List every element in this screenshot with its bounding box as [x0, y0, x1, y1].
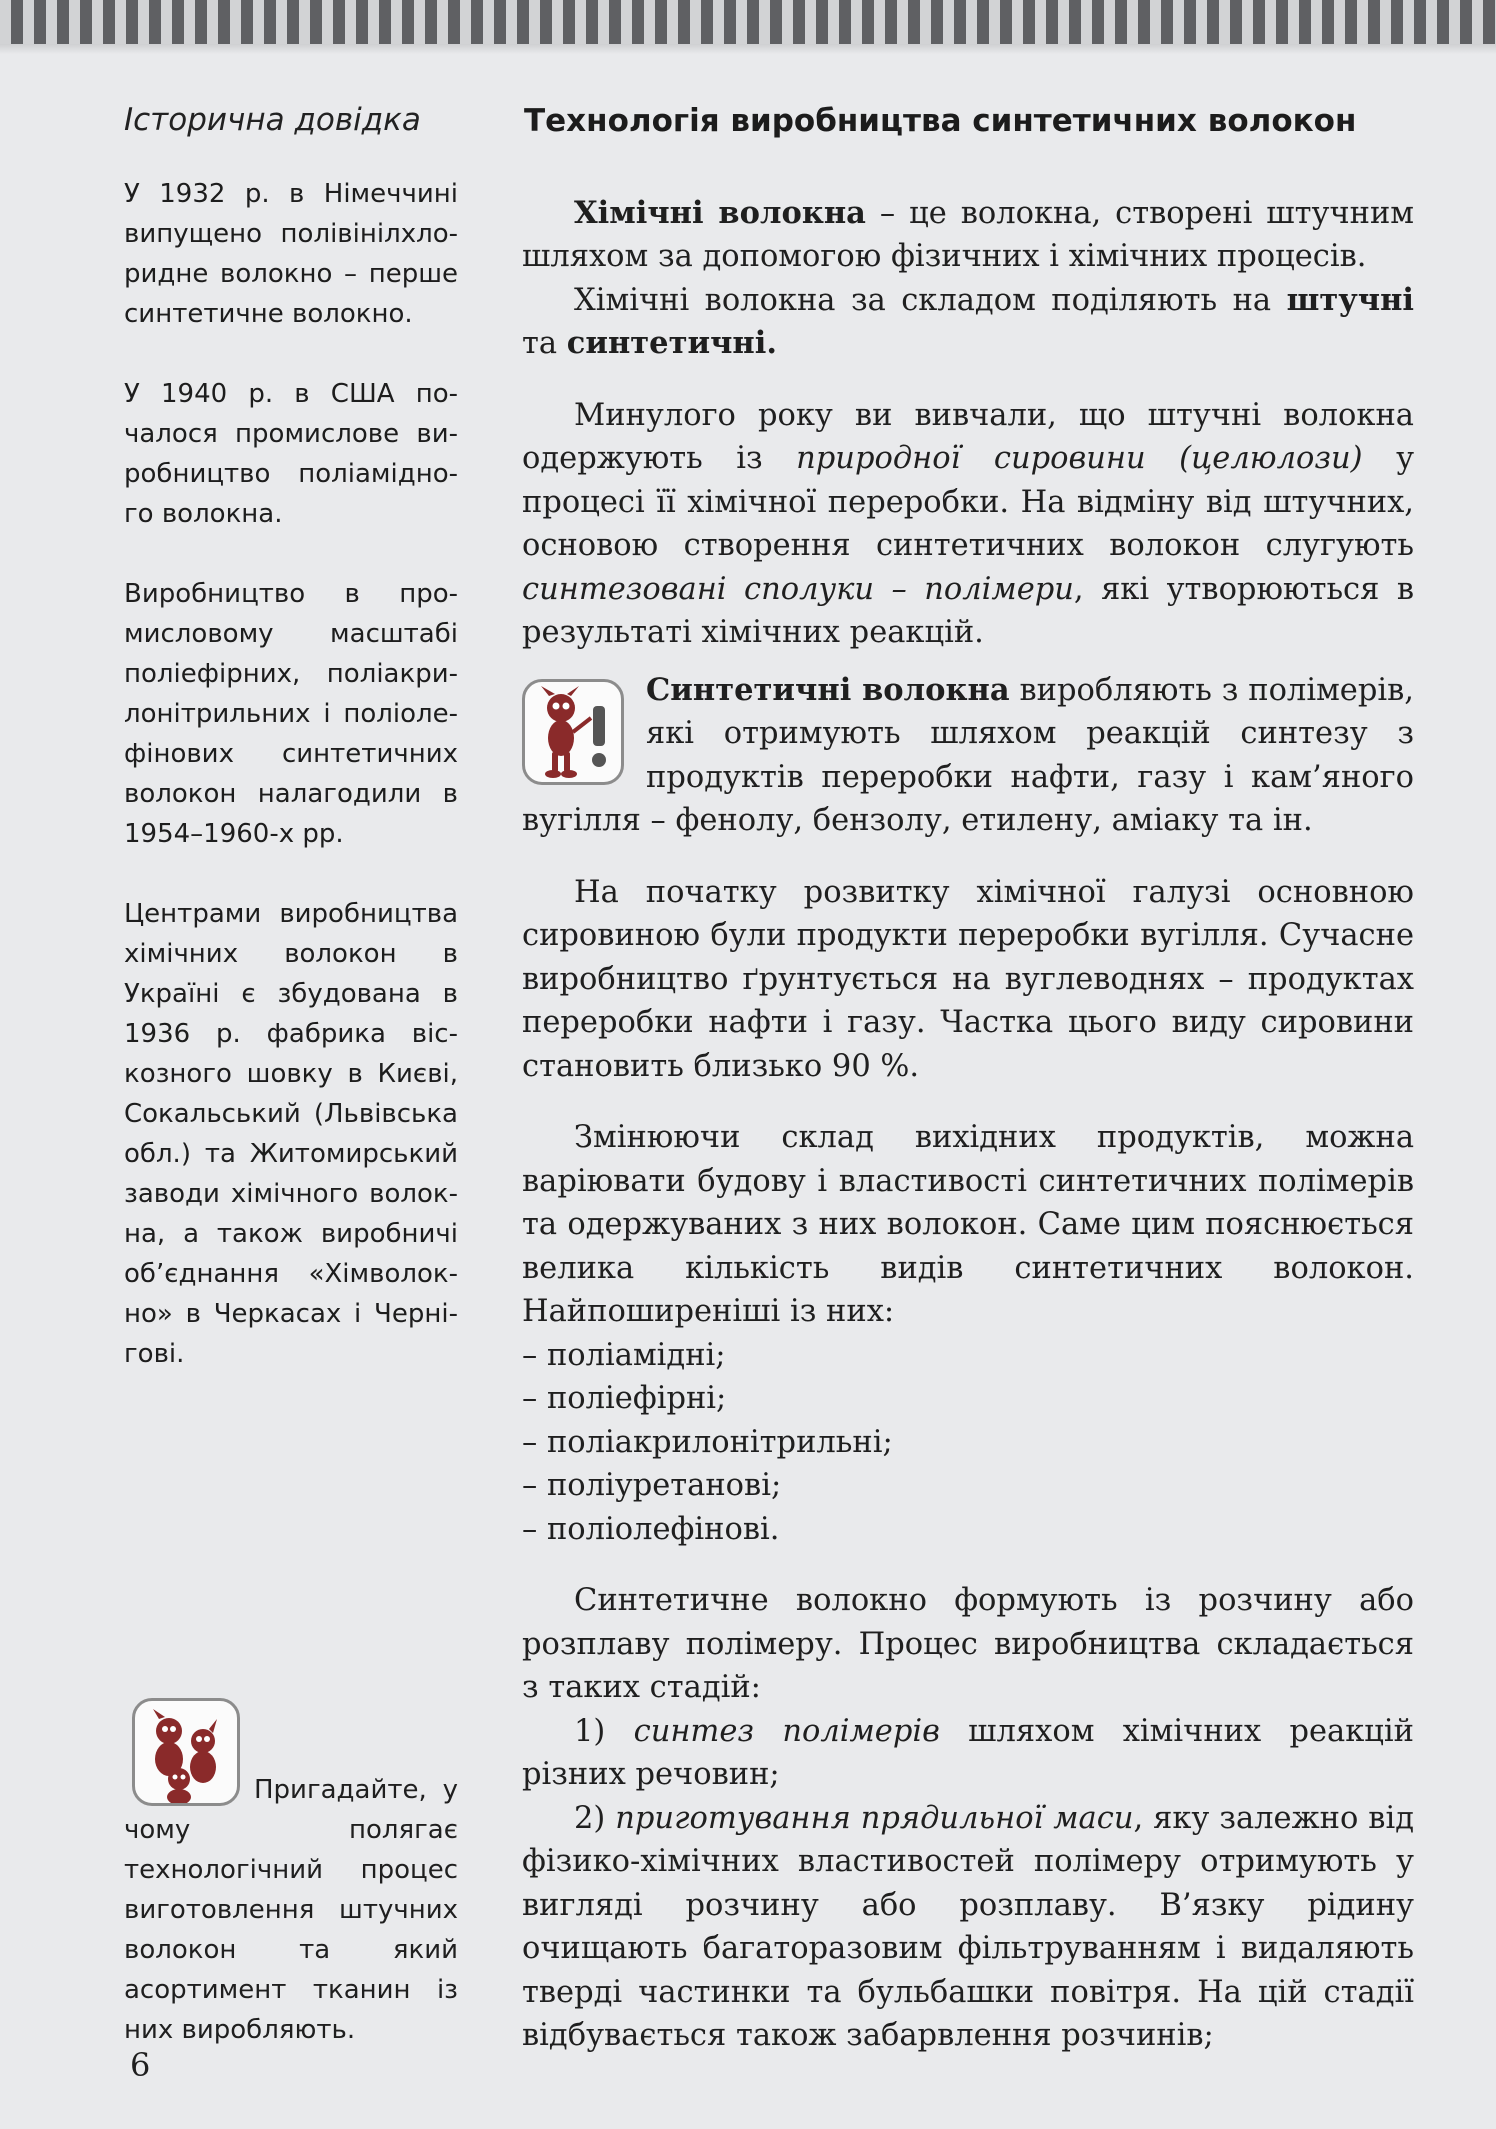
attention-callout [522, 669, 1414, 843]
sidebar-paragraph-1940: У 1940 р. в США почалося промислове виробництво поліамідного волокна. [124, 379, 458, 529]
sidebar-historical-note [124, 100, 458, 1374]
term-synthetic-fibers: Синтетичні волокна [646, 671, 1010, 708]
spiral-binding [0, 0, 1496, 44]
recall-block [124, 1698, 458, 2050]
recall-question: Пригадайте, у чому полягає технологічний процес виготовлення штучних волокон та який асортимент тканин із них виробляють. [124, 1775, 458, 2045]
synthetic-fibers-text: виробляють з полімерів, які отримують шляхом реакцій синтезу з продуктів переробки нафти, газу і кам’яного вугілля – фенолу, бензолу, етилену, аміаку та ін. [522, 672, 1414, 838]
term-polymers: синтезовані сполуки – полімери [522, 571, 1074, 607]
term-synthetic: синтетичні. [566, 325, 777, 361]
term-chemical-fibers: Хімічні волокна [574, 194, 866, 231]
section-title: Технологія виробництва синтетичних волокон [524, 103, 1357, 139]
fiber-types-list [522, 1334, 1414, 1552]
raw-material-text-b: у процесі її хімічної переробки. На відміну від штучних, основою створення синтетичних волокон слугують [522, 441, 1415, 563]
synthetic-fibers-definition [522, 669, 1414, 843]
sidebar-heading: Історична довідка [124, 102, 421, 138]
raw-material-text-c: , які утворюються в результаті хімічних реакцій. [522, 571, 1414, 650]
list-item: – поліолефінові. [522, 1511, 780, 1547]
structure-variation-paragraph: Змінюючи склад вихідних продуктів, можна варіювати будову і властивості синтетичних полімерів та одержуваних з них волокон. Саме цим пояснюється велика кількість видів синтетичних волокон. Найпоширеніші із них: [522, 1120, 1414, 1329]
term-spinning-mass: приготування прядильної маси [615, 1800, 1134, 1836]
sidebar-paragraph-1932: У 1932 р. в Німеччині випущено полівінілхлоридне волокно – перше синтетичне волокно. [124, 179, 458, 329]
page-number: 6 [130, 2046, 151, 2084]
raw-material-text-a: Минулого року ви вивчали, що штучні волокна одержують із [522, 397, 1414, 476]
stage-1-number: 1) [574, 1713, 634, 1749]
binding-shadow [0, 44, 1496, 54]
thinking-characters-icon [132, 1698, 240, 1806]
term-natural-raw: природної сировини (целюлози) [796, 441, 1363, 476]
definition-text: – це волокна, створені штучним шляхом за допомогою фізичних і хімічних процесів. [522, 195, 1414, 274]
raw-material-paragraph [522, 394, 1414, 655]
classification-conjunction: та [522, 326, 567, 361]
sidebar-paragraph-ukraine: Центрами виробництва хімічних волокон в Україні є збудована в 1936 р. фабрика віскозного шовку в Києві, Сокальський (Львівська обл.) та Житомирський заводи хімічного волокна, а також виробничі об’єднання «Хімволокно» в Черкасах і Чернігові. [124, 899, 458, 1369]
definition-chemical-fibers [522, 192, 1414, 279]
classification-paragraph [522, 279, 1414, 366]
list-item: – поліефірні; [522, 1381, 727, 1416]
list-item: – поліамідні; [522, 1337, 726, 1373]
stage-2-text: , яку залежно від фізико-хімічних властивостей полімеру отримують у вигляді розчину або розплаву. В’язку рідину очищають багаторазовим фільтруванням і видаляють тверді частинки та бульбашки повітря. На цій стадії відбувається також забарвлення розчинів; [522, 1800, 1414, 2053]
history-raw-materials-paragraph: На початку розвитку хімічної галузі основною сировиною були продукти переробки вугілля. Сучасне виробництво ґрунтується на вуглеводнях – продуктах переробки нафти і газу. Частка цього виду сировини становить близько 90 %. [522, 874, 1414, 1084]
list-item: – поліуретанові; [522, 1468, 782, 1503]
stage-2 [522, 1797, 1414, 2058]
term-artificial: штучні [1286, 281, 1414, 318]
classification-text: Хімічні волокна за складом поділяють на [574, 282, 1287, 318]
stage-2-number: 2) [574, 1800, 616, 1836]
list-item: – поліакрилонітрильні; [522, 1424, 893, 1460]
stage-1-text: шляхом хімічних реакцій різних речовин; [522, 1713, 1414, 1792]
production-stages-intro: Синтетичне волокно формують із розчину або розплаву полімеру. Процес виробництва складається з таких стадій: [522, 1583, 1414, 1705]
term-polymer-synthesis: синтез полімерів [633, 1713, 940, 1749]
exclamation-character-icon [522, 679, 624, 785]
sidebar-paragraph-industrial: Виробництво в промисловому масштабі поліефірних, поліакрилонітрильних і поліолефінових синтетичних волокон налагодили в 1954–1960-х рр. [124, 579, 458, 849]
main-column [522, 100, 1414, 2058]
stage-1 [522, 1710, 1414, 1797]
